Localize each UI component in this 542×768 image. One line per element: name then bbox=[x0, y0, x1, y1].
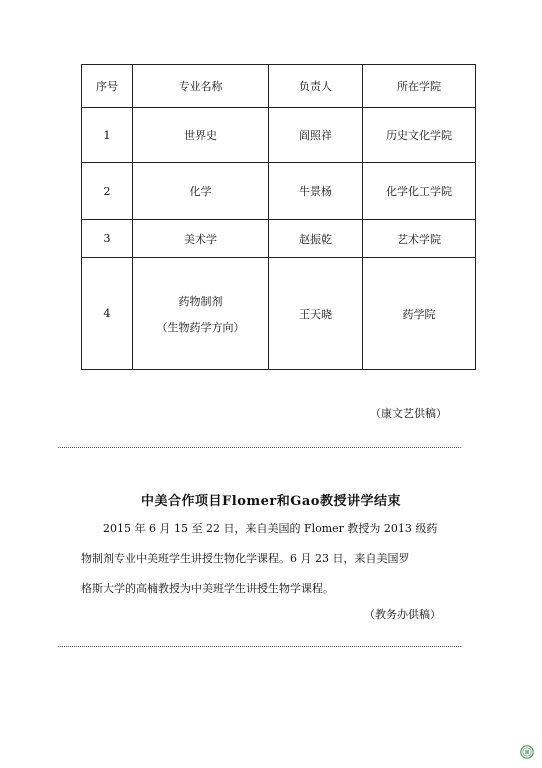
article-line: 格斯大学的高楠教授为中美班学生讲授生物学课程。 bbox=[81, 582, 334, 595]
university-seal-icon bbox=[520, 745, 534, 759]
header-major-name: 专业名称 bbox=[133, 65, 269, 108]
major-name-main: 药物制剂 bbox=[178, 294, 223, 308]
article-body bbox=[81, 514, 461, 604]
cell-no: 1 bbox=[82, 108, 133, 163]
article-line: 2015 年 6 月 15 至 22 日，来自美国的 Flomer 教授为 2013 级药 bbox=[103, 522, 438, 535]
header-no: 序号 bbox=[82, 65, 133, 108]
cell-lead: 赵振乾 bbox=[269, 220, 363, 258]
cell-college: 历史文化学院 bbox=[363, 108, 476, 163]
table-row bbox=[82, 220, 476, 258]
table-row bbox=[82, 163, 476, 220]
section-divider bbox=[58, 447, 461, 448]
cell-no: 2 bbox=[82, 163, 133, 220]
cell-college: 化学化工学院 bbox=[363, 163, 476, 220]
cell-major-name: 美术学 bbox=[133, 220, 269, 258]
contributor-credit: （康文艺供稿） bbox=[370, 407, 447, 420]
cell-no: 4 bbox=[82, 258, 133, 370]
header-college: 所在学院 bbox=[363, 65, 476, 108]
cell-major-name bbox=[133, 258, 269, 370]
cell-no: 3 bbox=[82, 220, 133, 258]
section-divider bbox=[58, 646, 461, 647]
cell-lead: 阎照祥 bbox=[269, 108, 363, 163]
cell-college: 艺术学院 bbox=[363, 220, 476, 258]
cell-major-name: 化学 bbox=[133, 163, 269, 220]
cell-college: 药学院 bbox=[363, 258, 476, 370]
table-row bbox=[82, 258, 476, 370]
article-title: 中美合作项目Flomer和Gao教授讲学结束 bbox=[141, 494, 401, 509]
major-name-sub: （生物药学方向） bbox=[156, 320, 245, 334]
article-line: 物制剂专业中美班学生讲授生物化学课程。6 月 23 日，来自美国罗 bbox=[81, 552, 410, 565]
contributor-credit: （教务办供稿） bbox=[364, 608, 441, 621]
table-header-row bbox=[82, 65, 476, 108]
header-lead: 负责人 bbox=[269, 65, 363, 108]
table-row bbox=[82, 108, 476, 163]
cell-lead: 王天晓 bbox=[269, 258, 363, 370]
cell-major-name: 世界史 bbox=[133, 108, 269, 163]
cell-lead: 牛景杨 bbox=[269, 163, 363, 220]
majors-table bbox=[81, 64, 476, 370]
